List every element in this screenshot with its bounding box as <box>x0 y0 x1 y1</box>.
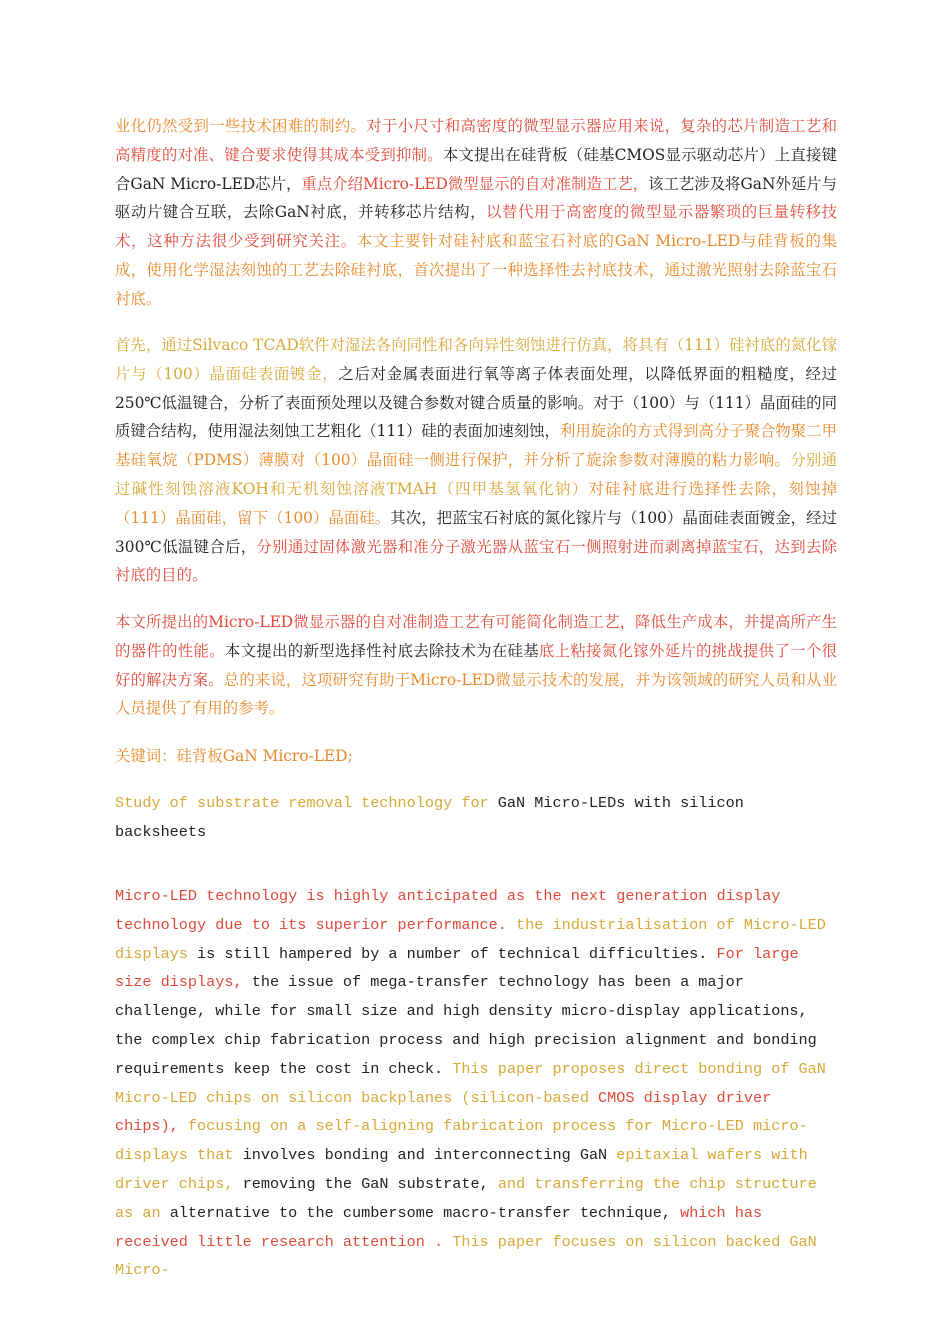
paragraph3-text-run: 底上粘接氮化镓外延片的挑战提供了一个很好的解决方案。 <box>115 641 837 689</box>
english-abstract-text-run: alternative to the cumbersome macro-transfer technique, <box>169 1203 681 1222</box>
chinese-abstract-paragraph-2 <box>115 331 837 590</box>
english-abstract-text-run: removing the GaN substrate, <box>242 1174 498 1193</box>
paragraph2-text-run: 利用旋涂的方式得到高分子聚合物聚二甲基硅氧烷（PDMS）薄膜对（100）晶面硅一侧进行保护，并分析了旋涂参数对薄膜的粘力影响。 <box>115 422 837 470</box>
english-abstract-text-run: CMOS display driver chips), <box>115 1088 772 1136</box>
paragraph2-text-run: 分别通过固体激光器和准分子激光器从蓝宝石一侧照射进而剥离掉蓝宝石，达到去除衬底的目的。 <box>115 537 837 585</box>
english-abstract-text-run: This paper proposes direct bonding of GaN Micro-LED chips on silicon backplanes (silicon-based <box>115 1059 826 1107</box>
keywords-line <box>115 742 837 771</box>
english-abstract-text-run: For large size displays, <box>115 944 799 992</box>
english-title-text-run: GaN Micro-LEDs with silicon backsheets <box>115 794 744 841</box>
paragraph1-text-run: 本文提出在硅背板（硅基CMOS显示驱动芯片）上直接键合GaN Micro-LED芯片， <box>115 145 837 193</box>
paragraph1-text-run: 该工艺涉及将GaN外延片与驱动片键合互联，去除GaN衬底，并转移芯片结构， <box>115 174 838 222</box>
english-abstract-text-run: focusing on a self-aligning fabrication process for Micro-LED micro-displays that <box>115 1117 808 1165</box>
paragraph2-text-run: 其次，把蓝宝石衬底的氮化镓片与（100）晶面硅表面镀金，经过300℃低温键合后， <box>115 508 837 556</box>
english-abstract-text-run: which has received little research attention . <box>115 1203 763 1251</box>
paragraph2-text-run: 对硅衬底进行选择性去除，刻蚀掉（111）晶面硅，留下（100）晶面硅。 <box>115 479 837 527</box>
keywords-text-run: 关键词：硅背板GaN Micro-LED; <box>115 747 353 765</box>
paragraph3-text-run: 本文所提出的Micro-LED微显示器的自对准制造工艺有可能简化制造工艺，降低生产成本，并提高所产生的器件的性能。 <box>115 613 837 660</box>
english-abstract-text-run: epitaxial wafers with driver chips, <box>115 1146 808 1193</box>
paragraph2-text-run: 分别通过碱性刻蚀溶液KOH和无机刻蚀溶液TMAH（四甲基氢氧化钠） <box>115 451 837 498</box>
english-abstract-text-run: is still hampered by a number of technical difficulties. <box>197 944 717 963</box>
english-title <box>115 789 837 847</box>
paragraph1-text-run: 业化仍然受到一些技术困难的制约。 <box>115 117 367 135</box>
paragraph1-text-run: 重点介绍Micro-LED微型显示的自对准制造工艺， <box>301 174 649 193</box>
english-abstract-text-run: Micro-LED technology is highly anticipated as the next generation display technology due to its superior performance. <box>115 887 781 934</box>
english-abstract-text-run: and transferring the chip structure as an <box>115 1174 817 1222</box>
english-title-text-run: Study of substrate removal technology for <box>115 794 498 812</box>
english-abstract-text-run: the industrialisation of Micro-LED displays <box>115 915 826 963</box>
chinese-abstract-paragraph-1 <box>115 112 837 314</box>
paragraph1-text-run: 本文主要针对硅衬底和蓝宝石衬底的GaN Micro-LED与硅背板的集成，使用化学湿法刻蚀的工艺去除硅衬底，首次提出了一种选择性去衬底技术，通过激光照射去除蓝宝石衬底。 <box>115 232 837 308</box>
paragraph3-text-run: 本文提出的新型选择性衬底去除技术为在硅基 <box>224 641 539 660</box>
paragraph2-text-run: 首先，通过Silvaco TCAD软件对湿法各向同性和各向异性刻蚀进行仿真，将具有（111）硅衬底的氮化镓片与（100）晶面硅表面镀金， <box>115 336 837 383</box>
chinese-abstract-paragraph-3 <box>115 608 837 723</box>
english-abstract-text-run: This paper focuses on silicon backed GaN Micro- <box>115 1232 817 1280</box>
english-abstract-text-run: the issue of mega-transfer technology has been a major challenge, while for small size and high density micro-display applications, the complex chip fabrication process and high precision alignment and bonding requirements keep the cost in check. <box>115 973 817 1078</box>
paragraph1-text-run: 以替代用于高密度的微型显示器繁琐的巨量转移技术，这种方法很少受到研究关注。 <box>115 203 837 251</box>
english-abstract-text-run: involves bonding and interconnecting GaN <box>242 1146 617 1165</box>
paragraph1-text-run: 对于小尺寸和高密度的微型显示器应用来说，复杂的芯片制造工艺和高精度的对准、键合要求使得其成本受到抑制。 <box>115 117 837 164</box>
paragraph2-text-run: 之后对金属表面进行氧等离子体表面处理，以降低界面的粗糙度，经过250℃低温键合，分析了表面预处理以及键合参数对键合质量的影响。对于（100）与（111）晶面硅的同质键合结构，使用湿法刻蚀工艺粗化（111）硅的表面加速刻蚀， <box>115 364 837 441</box>
paragraph3-text-run: 总的来说，这项研究有助于Micro-LED微显示技术的发展，并为该领域的研究人员和从业人员提供了有用的参考。 <box>115 670 837 718</box>
english-abstract-paragraph <box>115 882 837 1285</box>
